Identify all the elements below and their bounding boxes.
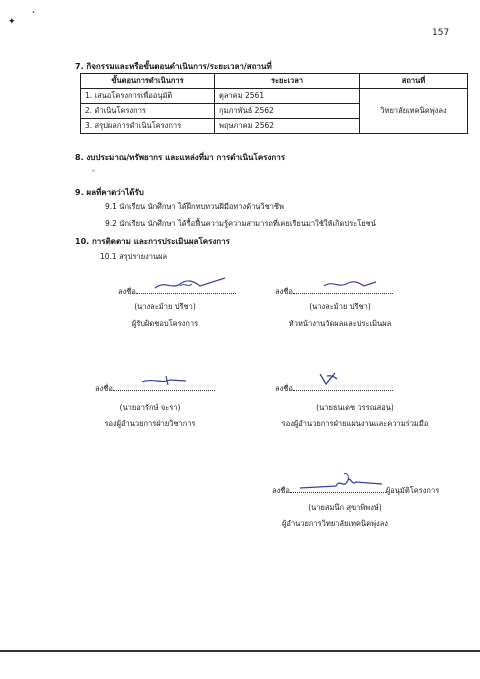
section7-heading: 7. กิจกรรมและหรือขั้นตอนดำเนินการ/ระยะเวลา/สถานที่ [75, 62, 272, 71]
section8-heading: 8. งบประมาณ/ทรัพยากร และแหล่งที่มา การดำเนินโครงการ [75, 153, 285, 162]
page-bottom-edge [0, 650, 480, 652]
signature-3-image [140, 373, 190, 387]
signature-4-image [317, 370, 341, 388]
signatory-1-name: (นางละม้าย ปรีชา) [134, 302, 196, 311]
sign-label: ลงชื่อ [118, 287, 136, 296]
stray-dot: • [32, 10, 35, 16]
row-period: กุมภาพันธ์ 2562 [215, 104, 360, 119]
table-row [81, 89, 468, 104]
page-number: 157 [432, 28, 450, 38]
signatory-2-name: (นางละม้าย ปรีชา) [309, 302, 371, 311]
signatory-4-name: (นายธนเดช วรรณสอน) [316, 403, 394, 412]
sign-label: ลงชื่อ [275, 384, 293, 393]
row-period: พฤษภาคม 2562 [215, 119, 360, 134]
header-step: ขั้นตอนการดำเนินการ [81, 74, 215, 89]
row-period: ตุลาคม 2561 [215, 89, 360, 104]
signatory-3-name: (นายอารักษ์ จะรา) [119, 403, 181, 412]
sign-label: ลงชื่อ [272, 486, 290, 495]
signatory-3-title: รองผู้อำนวยการฝ่ายวิชาการ [104, 419, 196, 428]
row-location: วิทยาลัยเทคนิคพุ่งลง [360, 89, 468, 134]
signatory-4-title: รองผู้อำนวยการฝ่ายแผนงานและความร่วมมือ [281, 419, 429, 428]
row-step: 2. ดำเนินโครงการ [81, 104, 215, 119]
section9-item-1: 9.1 นักเรียน นักศึกษา ได้ฝึกทบทวนฝีมือทางด้านวิชาชีพ [105, 202, 284, 211]
section8-value: - [92, 166, 95, 175]
row-step: 3. สรุปผลการดำเนินโครงการ [81, 119, 215, 134]
approver-label: ผู้อนุมัติโครงการ [385, 486, 440, 495]
section10-item: 10.1 สรุปรายงานผล [100, 252, 168, 261]
section9-heading: 9. ผลที่คาดว่าได้รับ [75, 188, 144, 197]
header-location: สถานที่ [360, 74, 468, 89]
sign-label: ลงชื่อ [275, 287, 293, 296]
table-header-row [81, 74, 468, 89]
section10-heading: 10. การติดตาม และการประเมินผลโครงการ [75, 237, 230, 246]
row-step: 1. เสนอโครงการเพื่ออนุมัติ [81, 89, 215, 104]
sign-label: ลงชื่อ [95, 384, 113, 393]
signature-5-image [296, 468, 386, 494]
signatory-2-title: หัวหน้างานวัดผลและประเมินผล [288, 319, 392, 328]
activity-table [80, 73, 468, 134]
signature-1-image [150, 274, 230, 294]
signature-2-image [320, 276, 380, 292]
section9-item-2: 9.2 นักเรียน นักศึกษา ได้รื้อฟื้นความรู้ความสามารถที่เคยเรียนมาใช้ให้เกิดประโยชน์ [105, 219, 376, 228]
signatory-5-name: (นายสมนึก สุขาพิพงษ์) [308, 503, 382, 512]
signatory-1-title: ผู้รับผิดชอบโครงการ [131, 319, 199, 328]
signatory-5-title: ผู้อำนวยการวิทยาลัยเทคนิคพุ่งลง [282, 519, 388, 528]
stray-mark: ✦ [8, 17, 16, 27]
header-period: ระยะเวลา [215, 74, 360, 89]
